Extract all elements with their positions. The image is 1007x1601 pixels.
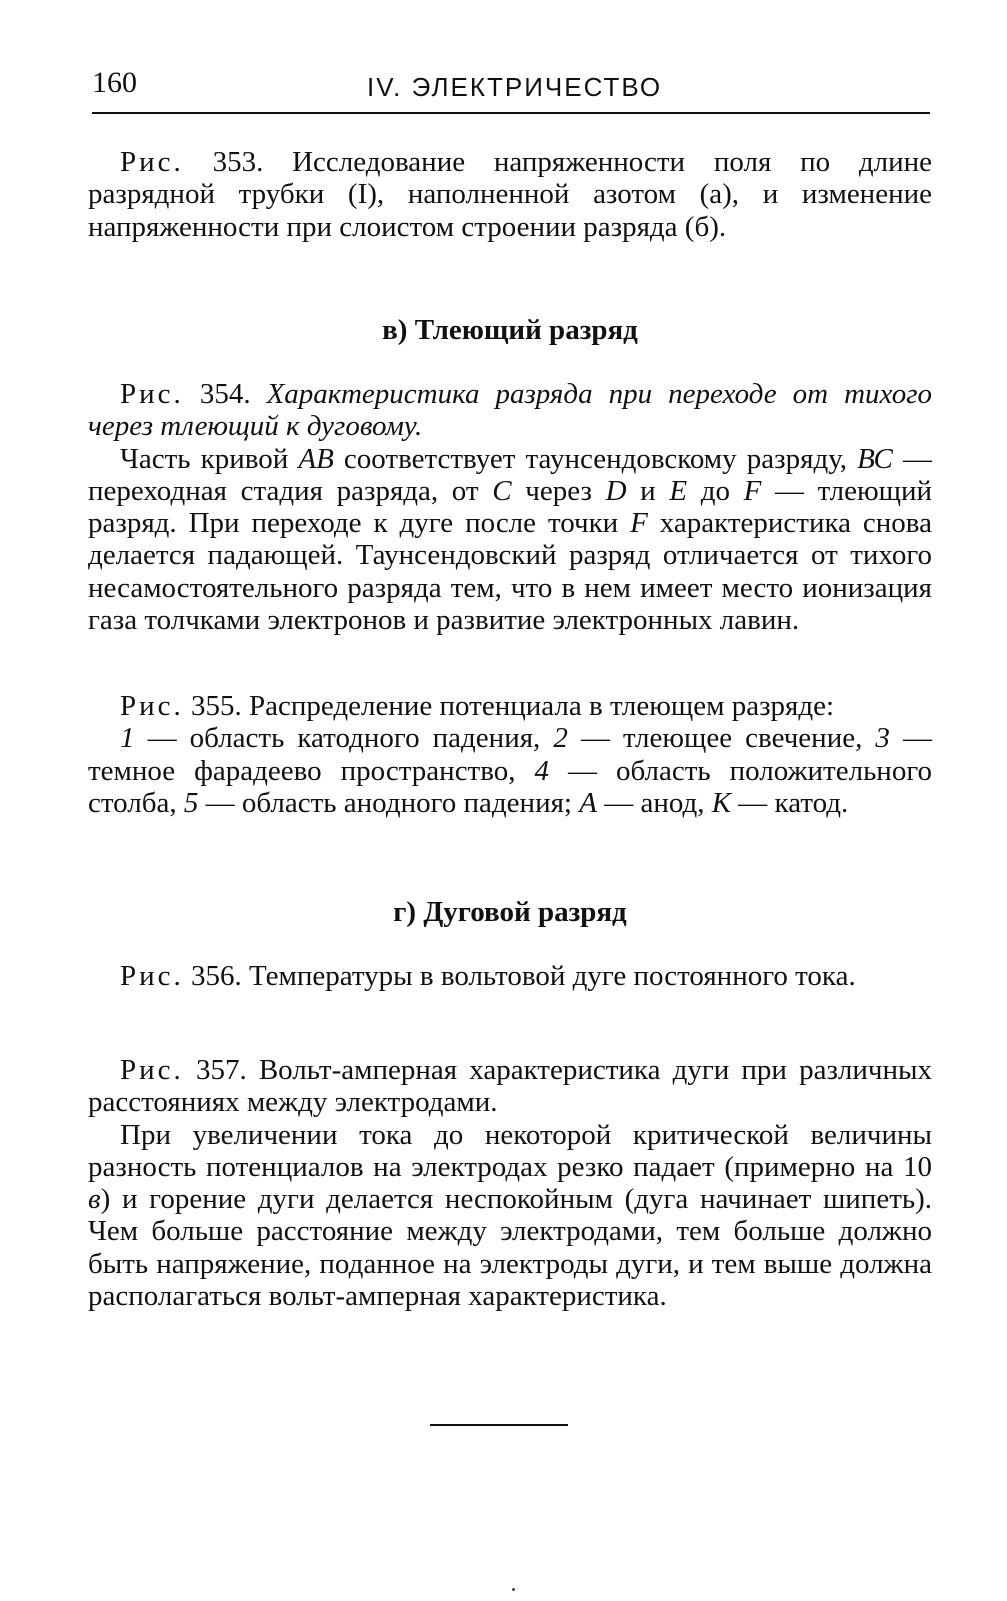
- legend-text: — область катодного падения,: [134, 722, 554, 755]
- fig354-body-text: через: [511, 474, 606, 507]
- curve-label-ab: АВ: [298, 442, 334, 475]
- header-rule: [92, 112, 930, 114]
- section-heading-glow-discharge: в) Тлеющий разряд: [382, 314, 638, 346]
- fig354-number: 354.: [199, 378, 251, 410]
- fig357-text: 357. Вольт-амперная характеристика дуги при различных расстояниях между электродами.: [88, 1054, 933, 1119]
- fig357-body: [88, 1119, 932, 1313]
- fig354-body: [88, 443, 932, 637]
- fig356-caption: [88, 960, 932, 992]
- point-label-d: D: [605, 474, 627, 507]
- legend-text: — область анодного падения;: [198, 786, 580, 819]
- legend-number: 1: [120, 722, 135, 755]
- fig354-label: Рис.: [120, 378, 184, 410]
- legend-anode-label: А: [579, 786, 597, 819]
- legend-text: — катод.: [731, 786, 849, 819]
- point-label-f: F: [743, 474, 762, 507]
- fig353-caption: [88, 146, 932, 243]
- fig354-body-text: — переходная стадия разряда, от: [88, 442, 932, 507]
- legend-text: — тлеющее свечение,: [567, 722, 876, 755]
- legend-number: 5: [183, 786, 199, 819]
- point-label-f: F: [630, 507, 648, 540]
- fig354-block: [88, 378, 932, 636]
- fig357-block: [88, 1054, 932, 1312]
- fig354-body-text: соответствует таунсендовскому разряду,: [333, 442, 858, 475]
- fig354-body-text: характеристика снова делается падающей. Таунсендовский разряд отличается от тихого несамостоятельного разряда тем, что в нем имеет место ионизация газа толчками электронов и развитие электронных лавин.: [88, 507, 932, 637]
- legend-text: — область положительного столба,: [88, 754, 932, 819]
- fig355-legend: [88, 722, 932, 819]
- legend-text: — анод,: [596, 786, 712, 819]
- fig357-caption: [88, 1054, 932, 1119]
- page-header: [92, 62, 930, 116]
- print-speck: [512, 1588, 515, 1591]
- fig353-label: Рис.: [120, 146, 184, 178]
- fig356-label: Рис.: [120, 960, 184, 992]
- fig355-text: 355. Распределение потенциала в тлеющем разряде:: [191, 690, 835, 722]
- point-label-e: Е: [669, 474, 688, 507]
- fig354-caption: [88, 378, 932, 443]
- fig354-body-text: и: [626, 474, 670, 507]
- fig354-body-text: до: [687, 474, 744, 507]
- page-number: 160: [92, 66, 137, 99]
- fig355-block: [88, 690, 932, 819]
- section-end-rule: [430, 1424, 568, 1426]
- legend-text: — темное фарадеево пространство,: [88, 722, 933, 787]
- fig355-caption: [88, 690, 932, 722]
- section-heading-arc-discharge: г) Дуговой разряд: [393, 896, 627, 928]
- fig357-label: Рис.: [120, 1054, 184, 1086]
- fig355-label: Рис.: [120, 690, 184, 722]
- legend-number: 2: [553, 722, 568, 755]
- legend-number: 3: [875, 722, 890, 755]
- curve-label-bc: ВС: [857, 442, 893, 475]
- legend-number: 4: [534, 754, 549, 787]
- point-label-c: С: [492, 474, 512, 507]
- fig354-body-text: Часть кривой: [120, 442, 299, 475]
- fig356-text: 356. Температуры в вольтовой дуге постоянного тока.: [191, 960, 856, 992]
- fig354-body-text: — тлеющий разряд. При переходе к дуге после точки: [88, 474, 932, 540]
- legend-cathode-label: К: [711, 786, 732, 819]
- running-title: IV. ЭЛЕКТРИЧЕСТВО: [367, 72, 663, 102]
- fig357-body-text: ) и горение дуги делается неспокойным (дуга начинает шипеть). Чем больше расстояние между электродами, тем больше должно быть напряжение, поданное на электроды дуги, и тем выше должна располагаться вольт-амперная характеристика.: [88, 1183, 932, 1313]
- voltage-unit: в: [88, 1183, 101, 1216]
- fig353-text: 353. Исследование напряженности поля по длине разрядной трубки (I), наполненной азотом (а), и изменение напряженности при слоистом строении разряда (б).: [88, 146, 932, 243]
- fig354-caption-text: Характеристика разряда при переходе от тихого через тлеющий к дуговому.: [88, 378, 933, 443]
- fig357-body-text: При увеличении тока до некоторой критической величины разность потенциалов на электродах резко падает (примерно на 10: [88, 1118, 932, 1183]
